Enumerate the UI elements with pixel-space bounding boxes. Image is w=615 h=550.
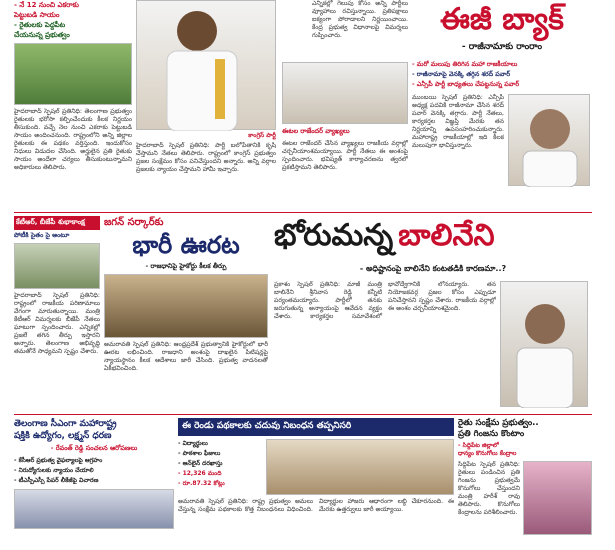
story-etela-bottom-body: ఈటల రాజేందర్ చేసిన వ్యాఖ్యలు రాజకీయ వర్గాల్లో చర్చనీయాంశమయ్యాయి. పార్టీ నేతలు ఈ అంశంపై స్పందించారు. భవిష్యత్ కార్యాచరణను త్వరలో ప్రకటిస్తామని తెలిపారు. [282,140,408,171]
story-schemes-body: అమరావతి స్పెషల్ ప్రతినిధి: రాష్ట్ర ప్రభుత్వం అమలు చేస్తున్న సంక్షేమ పథకాలకు కొత్త నిబంధనలు విధించింది. విద్యార్థుల హాజరు ఆధారంగా లబ్ధి చేకూరనుంది. ఈ మేరకు ఉత్తర్వులు జారీ అయ్యాయి. [178,498,454,513]
story-jagan-headline: భారీ ఊరట [132,231,240,259]
harish-photo [523,461,592,535]
story-revanth-bullet-3: - టీఎస్పీఎస్సీ పేపర్ లీకేజీపై విచారణ [14,477,99,484]
story-schemes-bullet-3: - ఆన్‌లైన్ దరఖాస్తు [178,460,223,467]
story-schemes-bullet-4: - 12,326 మంది [178,470,222,477]
pawar-photo [508,94,590,186]
balineni-figure-icon [501,282,589,408]
story-harish-subhead: - సిద్దిపేట జిల్లాలో [458,442,499,449]
story-balineni-body: ప్రకాశం స్పెషల్ ప్రతినిధి: మాజీ మంత్రి బాలినేని శ్రీనివాస రెడ్డి కన్నీటి పర్యంతమయ్యారు. పార్టీలో తనకు జరుగుతున్న అన్యాయంపై ఆవేదన వ్యక్తం చేశారు. కార్యకర్తల సమావేశంలో భావోద్వేగానికి లోనయ్యారు. తన నియోజకవర్గ ప్రజల కోసం ఎప్పుడూ పనిచేస్తానని స్పష్టం చేశారు. రాజకీయ వర్గాల్లో ఈ అంశం చర్చనీయాంశమైంది. [274,281,496,320]
divider-top [14,212,592,213]
story-etela-top-body: ఎన్నికల్లో గెలుపు కోసం అన్ని పార్టీలు వ్యూహాలు రచిస్తున్నాయి. ప్రతిపక్షాలు ఐక్యంగా పోరాడాలని నిర్ణయించాయి. కేంద్ర ప్రభుత్వ విధానాలపై విమర్శలు గుప్పించారు. [312,0,408,39]
story-harish-subhead2: ధాన్యం కొనుగోలు కేంద్రాల [458,450,517,457]
story-politician-body: హైదరాబాద్ స్పెషల్ ప్రతినిధి: పార్టీ బలోపేతానికి కృషి చేస్తామని నేతలు తెలిపారు. రాష్ట్రంలో కాంగ్రెస్ ప్రభుత్వం ప్రజల సంక్షేమం కోసం పనిచేస్తుందని అన్నారు. అన్ని వర్గాల ప్రజలకు న్యాయం చేస్తామని హామీ ఇచ్చారు. [136,142,276,173]
story-revanth-headline2: షక్తికి ఉద్యోగం, లక్ష్మన్ ధరణ [14,431,112,441]
story-pawar-headline: ఈజీ బ్యాక్ [440,2,564,37]
story-pawar-bullet-1: - మరో మలుపు తిరిగిన మహా రాజకీయాలు [412,61,518,68]
story-jagan [104,216,268,410]
divider-bottom [14,414,592,415]
story-pawar-subhead: - రాజీనామాకు రాంరాం [461,42,543,52]
story-etela [282,0,408,208]
story-pawar-bullet-3: - ఎన్సీపీ పార్టీ బాధ్యతలు చేపట్టనున్న పవార్ [412,81,520,88]
story-balineni [274,216,592,410]
story-harish-body: సిద్దిపేట స్పెషల్ ప్రతినిధి: రైతులు పండించిన ప్రతి గింజను ప్రభుత్వమే కొనుగోలు చేస్తుందని మంత్రి హరీశ్ రావు తెలిపారు. కొనుగోలు కేంద్రాలను పరిశీలించారు. [458,461,520,516]
story-pawar-body: ముంబయి స్పెషల్ ప్రతినిధి: ఎన్సీపీ అధ్యక్ష పదవికి రాజీనామా చేసిన శరద్ పవార్ వెనక్కి తగ్గారు. పార్టీ నేతలు, కార్యకర్తల విజ్ఞప్తి మేరకు తన నిర్ణయాన్ని ఉపసంహరించుకున్నారు. మహారాష్ట్ర రాజకీయాల్లో ఇది కీలక మలుపుగా భావిస్తున్నారు. [412,94,504,149]
story-balineni-subhead: - అధిష్టానంపై బాలినేని కంటతడికి కారణమా..? [359,264,507,273]
story-schemes-headline: ఈ రెండు పథకాలకు చదువు నిబంధన తప్పనిసరి [178,418,454,436]
story-jagan-kicker: జగన్ సర్కార్‌కు [104,217,164,228]
story-etela-subhead: ఈటల రాజేందర్ వ్యాఖ్యలు [282,127,350,135]
politician-figure-icon [137,1,277,131]
story-ktr [14,216,100,410]
politician-caption: కాంగ్రెస్ పార్టీ [248,132,276,139]
story-balineni-headline-red: బాలినేని [398,218,495,253]
story-politician [136,0,276,208]
story-pawar-bullet-2: - రాజీనామాపై వెనక్కి తగ్గిన శరద్ పవార్ [412,71,511,78]
balineni-photo [500,281,588,407]
ktr-photo [14,243,100,289]
story-farmers-bullet-2: పెట్టుబడి సాయం [14,11,60,19]
story-schemes-bullet-2: - పాఠశాల ఫీజులు [178,450,221,457]
story-revanth-bullet-1: - కేసీఆర్ ప్రభుత్వ వైఫల్యాలపై ఆగ్రహం [14,457,103,464]
story-pawar [412,0,592,208]
revanth-photo [14,489,174,529]
story-jagan-subhead: - రాజధానిపై హైకోర్టు కీలక తీర్పు [145,262,227,270]
story-balineni-headline-dark: భోరుమన్న [274,218,394,253]
story-schemes-bullet-1: - విద్యార్థులు [178,440,208,447]
story-schemes [178,418,454,550]
story-ktr-tag2: పోటీకి సైతం సై అంటూ [14,232,70,239]
politician-photo [136,0,276,130]
story-revanth-headline: తెలంగాణ సీఎంగా మహారాష్ట్ర [14,419,117,429]
story-farmers-bullet-3: - రైతులకు పెద్దపీట [14,21,66,29]
schemes-photo [266,439,454,495]
story-farmers-bullet-4: చేయనున్న ప్రభుత్వం [14,31,70,39]
story-schemes-bullet-5: - రూ.87.32 కోట్లు [178,480,225,487]
etela-photo [282,62,408,124]
story-harish-headline2: ప్రతి గింజను కొంటాం [458,429,525,439]
story-farmers [14,0,132,208]
jagan-photo [104,274,268,338]
story-farmers-body: హైదరాబాద్ స్పెషల్ ప్రతినిధి: తెలంగాణ ప్రభుత్వం రైతులకు భరోసా కల్పించేందుకు కీలక నిర్ణయం తీసుకుంది. వచ్చే నెల నుంచి ఎకరాకు పెట్టుబడి సాయం అందించనుంది. రాష్ట్రంలోని అన్ని జిల్లాల రైతులకు ఈ పథకం వర్తిస్తుంది. ఇందుకోసం నిధులు విడుదల చేసింది. అర్హులైన ప్రతి రైతుకు సాయం అందేలా చర్యలు తీసుకుంటున్నామని అధికారులు తెలిపారు. [14,108,132,171]
story-revanth-subhead: - రేవంత్ రెడ్డి సంచలన ఆరోపణలు [50,444,138,452]
story-ktr-body: హైదరాబాద్ స్పెషల్ ప్రతినిధి: రాష్ట్రంలో రాజకీయ పరిణామాలు వేగంగా మారుతున్నాయి. మంత్రి కేటీఆర్ విమర్శలకు బీజేపీ నేతలు ఘాటుగా స్పందించారు. ఎన్నికల్లో ప్రజలే తగిన తీర్పు ఇస్తారని అన్నారు. తెలంగాణ అభివృద్ధి తమతోనే సాధ్యమని స్పష్టం చేశారు. [14,292,100,355]
story-harish-headline: రైతు సంక్షేమ ప్రభుత్వం.. [458,418,539,428]
farmers-photo [14,43,132,105]
story-harish [458,418,592,550]
story-jagan-body: అమరావతి స్పెషల్ ప్రతినిధి: ఆంధ్రప్రదేశ్ ప్రభుత్వానికి హైకోర్టులో భారీ ఊరట లభించింది. రాజధాని అంశంపై దాఖలైన పిటిషన్లపై న్యాయస్థానం కీలక ఆదేశాలు జారీ చేసింది. ప్రభుత్వ వాదనలతో ఏకీభవించింది. [104,341,268,372]
pawar-figure-icon [509,95,591,187]
story-farmers-bullet-1: - నే 12 నుంచి ఎకరాకు [14,1,79,9]
story-revanth [14,418,174,550]
story-ktr-tag: కేటీఆర్, బీజేపీ శుభాకాంక్ష [14,216,100,230]
story-revanth-bullet-2: - నిరుద్యోగులకు న్యాయం చేయాలి [14,467,94,474]
